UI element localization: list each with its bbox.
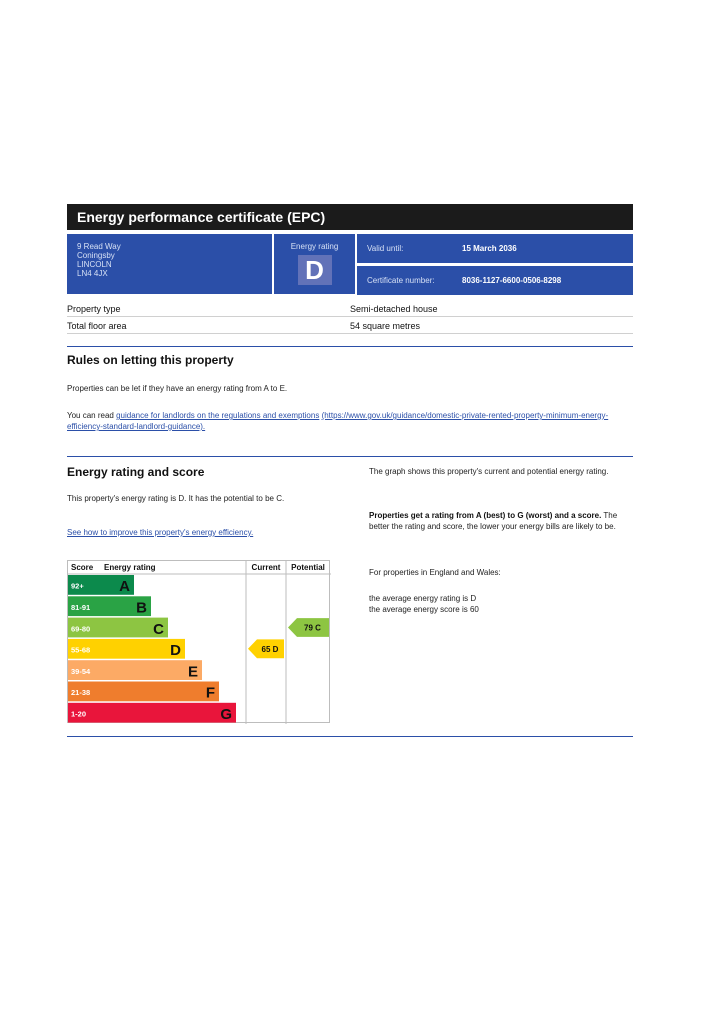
rating-band-range: 81-91 (71, 602, 91, 612)
average-rating: the average energy rating is D (369, 594, 477, 603)
rating-band-letter: F (205, 684, 215, 702)
score-section-title: Energy rating and score (67, 465, 205, 479)
current-rating-label: 65 D (261, 644, 279, 654)
chart-header-potential: Potential (291, 563, 325, 572)
rating-band-letter: C (153, 620, 164, 638)
property-value: 54 square metres (350, 321, 421, 331)
rating-explanation-rest: The better the rating and score, the lower your energy bills are likely to be. (369, 511, 618, 531)
energy-rating-chart (67, 560, 330, 723)
rating-explanation (369, 510, 631, 532)
chart-header-rating: Energy rating (104, 563, 156, 572)
letting-paragraph: Properties can be let if they have an energy rating from A to E. (67, 384, 288, 393)
valid-until-value: 15 March 2036 (462, 244, 517, 253)
energy-rating-badge: D (298, 255, 332, 285)
rating-band-range: 69-80 (71, 624, 91, 634)
chart-header-current: Current (251, 563, 281, 572)
rating-band-letter: E (187, 663, 198, 681)
rating-band-g (68, 703, 236, 723)
address-line: LN4 4JX (77, 269, 108, 278)
certificate-number-value: 8036-1127-6600-0506-8298 (462, 276, 562, 285)
potential-rating-label: 79 C (304, 623, 321, 633)
rating-explanation-bold: Properties get a rating from A (best) to G (worst) and a score. (369, 511, 602, 520)
rating-band-range: 21-38 (71, 688, 91, 698)
rating-band-letter: B (136, 599, 147, 617)
section-divider (67, 456, 633, 457)
improve-efficiency-link[interactable]: See how to improve this property's energy efficiency. (67, 528, 254, 537)
property-type-row (67, 300, 633, 317)
rating-band-range: 55-68 (71, 645, 91, 655)
property-key: Total floor area (67, 321, 127, 331)
rating-band-letter: G (220, 705, 232, 723)
energy-rating-label: Energy rating (290, 242, 339, 251)
valid-until-box (357, 234, 633, 263)
section-divider (67, 736, 633, 737)
guidance-prefix: You can read (67, 411, 117, 420)
address-box (67, 234, 272, 294)
property-value: Semi-detached house (350, 304, 438, 314)
graph-explanation: The graph shows this property's current and potential energy rating. (369, 467, 609, 476)
rating-band-range: 39-54 (71, 666, 91, 676)
rating-band-letter: A (119, 578, 130, 596)
average-score: the average energy score is 60 (369, 605, 479, 614)
certificate-title: Energy performance certificate (EPC) (67, 204, 633, 230)
address-line: Coningsby (77, 251, 115, 260)
chart-header-score: Score (71, 563, 94, 572)
valid-until-label: Valid until: (367, 244, 404, 253)
address-line: 9 Read Way (77, 242, 121, 251)
property-key: Property type (67, 304, 121, 314)
guidance-link[interactable]: guidance for landlords on the regulations and exemptions (116, 411, 320, 420)
address-line: LINCOLN (77, 260, 112, 269)
energy-rating-box (274, 234, 355, 294)
certificate-number-label: Certificate number: (367, 276, 435, 285)
rating-band-range: 92+ (71, 581, 84, 591)
rating-band-letter: D (170, 642, 181, 660)
certificate-number-box (357, 266, 633, 295)
rating-band-f (68, 682, 219, 702)
energy-rating-chart-svg (68, 561, 331, 724)
england-wales-label: For properties in England and Wales: (369, 568, 501, 577)
rating-band-range: 1-20 (71, 709, 87, 719)
letting-guidance-paragraph (67, 410, 612, 432)
guidance-url-link[interactable]: (https://www.gov.uk/guidance/domestic-private-rented-property-minimum-energy-efficiency-standard-landlord-guidance). (67, 411, 609, 431)
floor-area-row (67, 317, 633, 334)
letting-title: Rules on letting this property (67, 353, 234, 367)
section-divider (67, 346, 633, 347)
score-paragraph: This property's energy rating is D. It has the potential to be C. (67, 494, 285, 503)
